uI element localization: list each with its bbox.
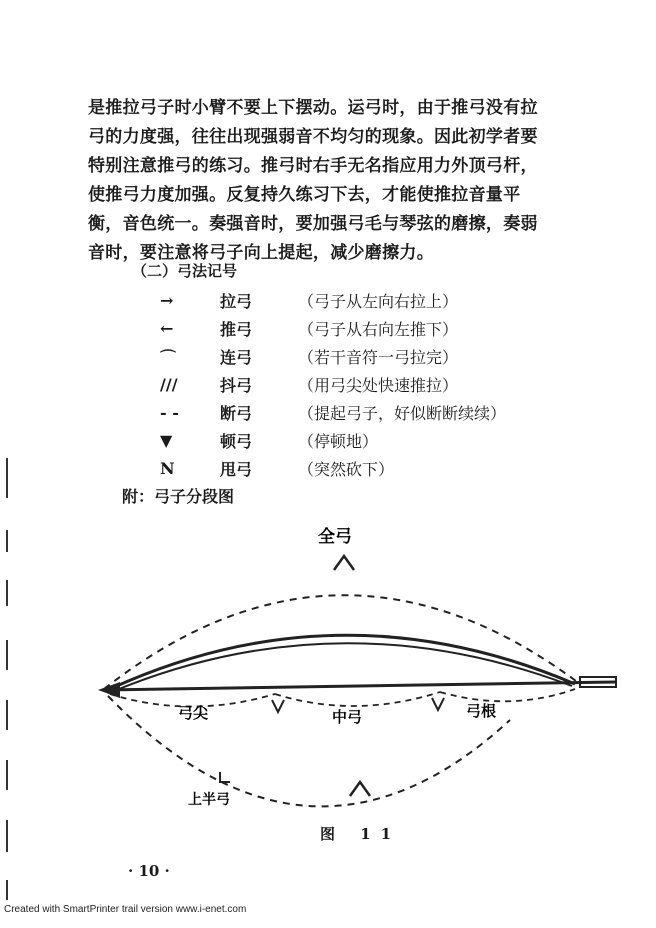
bowing-symbol: ⌒: [160, 347, 177, 367]
middle-label: 中弓: [332, 708, 363, 726]
paragraph-line: 弓的力度强，往往出现强弱音不均匀的现象。因此初学者要: [88, 127, 538, 147]
paragraph-line: 衡，音色统一。奏强音时，要加强弓毛与琴弦的磨擦，奏弱: [88, 214, 538, 234]
paragraph-line: 使推弓力度加强。反复持久练习下去，才能使推拉音量平: [88, 185, 521, 205]
bowing-name: 甩弓: [220, 459, 253, 479]
bowing-symbol: N: [160, 458, 175, 478]
bowing-row: [160, 454, 580, 482]
scan-edge-mark: [6, 880, 8, 900]
upper-half-caret: [350, 782, 370, 796]
bowing-name: 推弓: [220, 319, 253, 339]
bowing-name: 断弓: [220, 403, 253, 423]
bowing-symbol: - -: [160, 402, 179, 422]
body-paragraph: [88, 94, 588, 268]
bowing-name: 拉弓: [220, 291, 253, 311]
full-bow-label: 全弓: [318, 527, 352, 547]
bowing-row: [160, 398, 580, 426]
scan-edge-mark: [6, 458, 8, 498]
upper-half-mark: [220, 772, 230, 782]
appendix-label: 附：弓子分段图: [122, 487, 235, 506]
bowing-desc: （停顿地）: [298, 431, 379, 451]
bowing-symbol: →: [160, 290, 174, 310]
division-mark: [432, 698, 444, 710]
scan-edge-mark: [6, 580, 8, 606]
scan-edge-mark: [6, 700, 8, 730]
bowing-symbol: ▼: [160, 430, 173, 450]
bowing-row: [160, 426, 580, 454]
bowing-marks-list: [160, 286, 580, 482]
scan-edge-mark: [6, 760, 8, 790]
bowing-name: 顿弓: [220, 431, 253, 451]
root-segment-arc: [440, 689, 575, 701]
upper-half-label: 上半弓: [188, 792, 230, 808]
bowing-desc: （提起弓子，好似断断续续）: [298, 403, 507, 423]
root-label: 弓根: [466, 702, 497, 720]
bow-segment-diagram: [90, 514, 630, 814]
watermark-footer: Created with SmartPrinter trail version www.i-enet.com: [4, 904, 247, 915]
bowing-desc: （突然砍下）: [298, 459, 395, 479]
bowing-desc: （用弓尖处快速推拉）: [298, 375, 459, 395]
division-mark: [272, 700, 284, 712]
bow-hair: [104, 682, 615, 690]
bowing-row: [160, 370, 580, 398]
bowing-row: [160, 314, 580, 342]
scan-edge-mark: [6, 820, 8, 852]
full-bow-caret: [334, 556, 354, 570]
bowing-row: [160, 342, 580, 370]
scan-edge-mark: [6, 640, 8, 670]
full-bow-arc: [104, 595, 580, 689]
bowing-name: 连弓: [220, 347, 253, 367]
paragraph-line: 音时，要注意将弓子向上提起，减少磨擦力。: [88, 243, 434, 263]
tip-label: 弓尖: [178, 704, 209, 722]
figure-caption: 图 11: [320, 825, 402, 843]
scan-edge-mark: [6, 530, 8, 552]
bowing-desc: （弓子从右向左推下）: [298, 319, 459, 339]
bowing-row: [160, 286, 580, 314]
bowing-desc: （弓子从左向右拉上）: [298, 291, 459, 311]
page-number: · 10 ·: [128, 862, 170, 880]
middle-segment-arc: [275, 692, 440, 706]
upper-half-arc: [108, 696, 510, 806]
bowing-symbol: ///: [160, 374, 178, 394]
bowing-symbol: ←: [160, 318, 174, 338]
bowing-desc: （若干音符一弓拉完）: [298, 347, 459, 367]
section-heading: （二）弓法记号: [132, 262, 238, 280]
paragraph-line: 是推拉弓子时小臂不要上下摆动。运弓时，由于推弓没有拉: [88, 98, 538, 118]
paragraph-line: 特别注意推弓的练习。推弓时右手无名指应用力外顶弓杆，: [88, 156, 538, 176]
bowing-name: 抖弓: [220, 375, 253, 395]
